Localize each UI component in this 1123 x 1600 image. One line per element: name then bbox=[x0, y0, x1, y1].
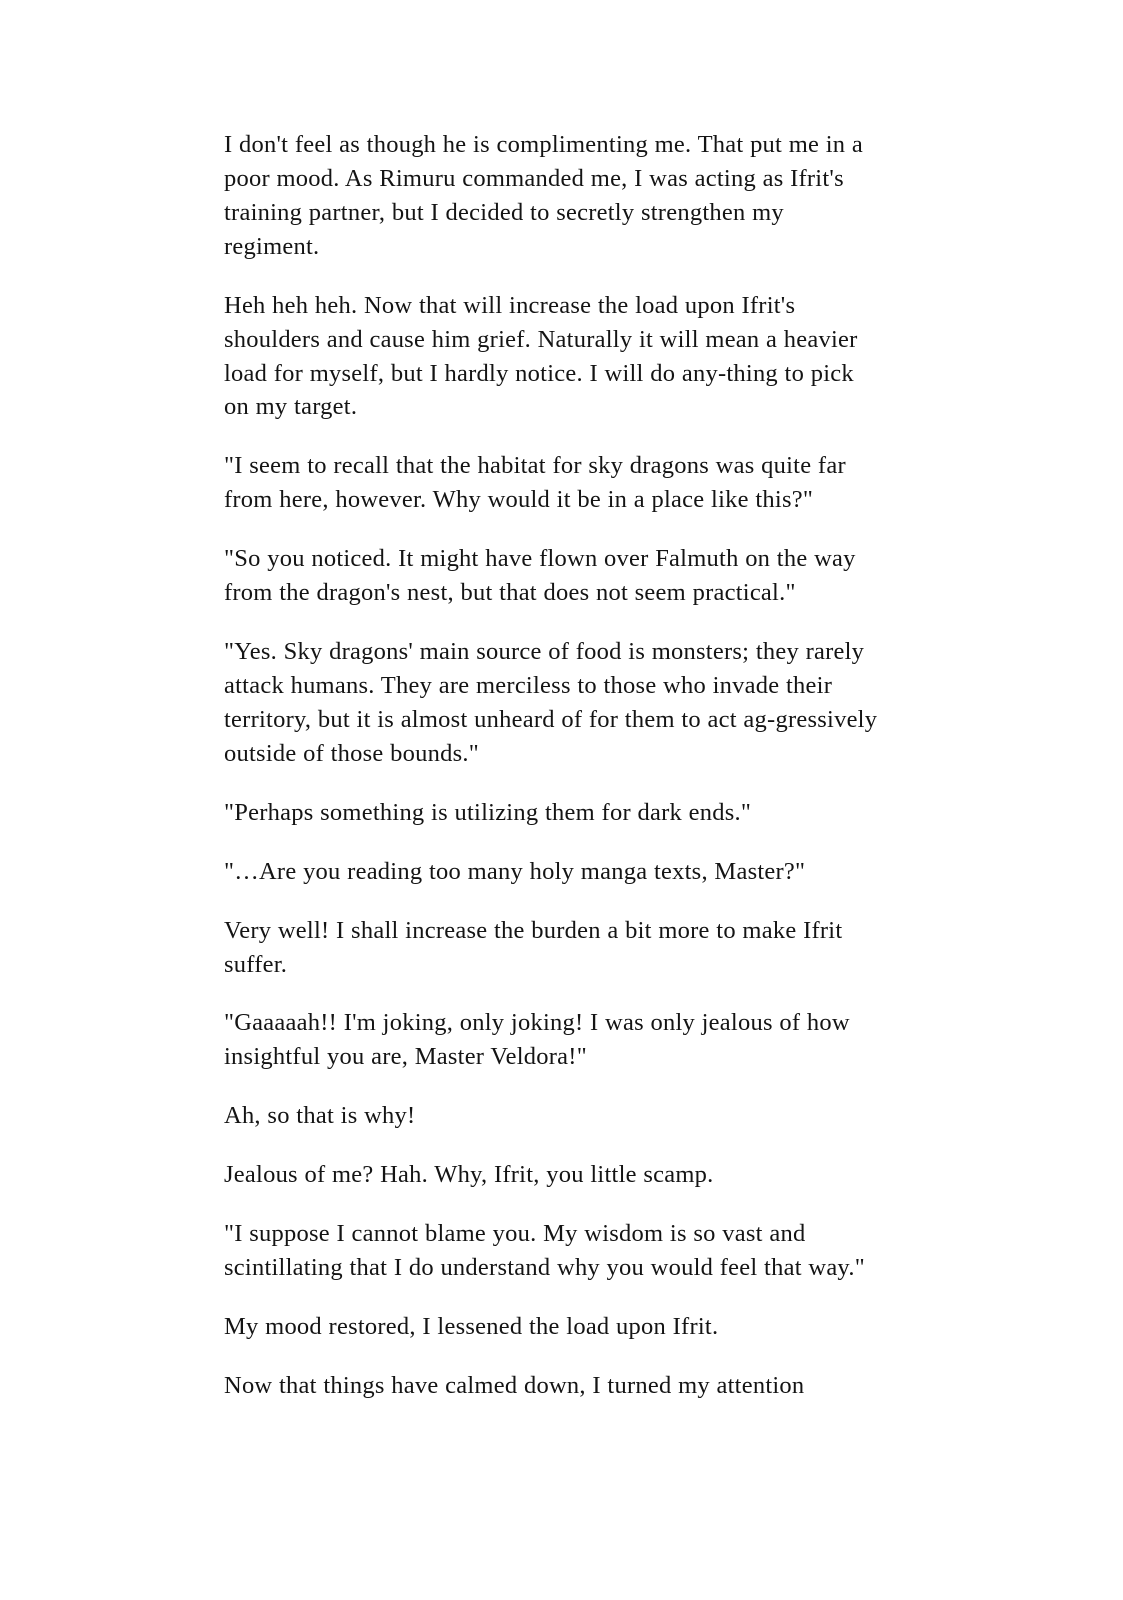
paragraph: "…Are you reading too many holy manga texts, Master?" bbox=[224, 857, 806, 885]
paragraph: "I seem to recall that the habitat for sky dragons was quite far from here, however. Why would it be in a place like this?" bbox=[224, 452, 846, 514]
paragraph: "Perhaps something is utilizing them for dark ends." bbox=[224, 798, 752, 826]
paragraph: Very well! I shall increase the burden a bit more to make Ifrit suffer. bbox=[224, 916, 843, 978]
paragraph: Jealous of me? Hah. Why, Ifrit, you little scamp. bbox=[224, 1161, 714, 1189]
body-text-column bbox=[224, 128, 884, 1403]
paragraph: Heh heh heh. Now that will increase the load upon Ifrit's shoulders and cause him grief. Naturally it will mean a heavier load for myself, but I hardly notice. I will do any-thing to pick on my target. bbox=[224, 291, 858, 421]
paragraph: My mood restored, I lessened the load upon Ifrit. bbox=[224, 1312, 719, 1340]
paragraph: Ah, so that is why! bbox=[224, 1102, 416, 1130]
paragraph: "I suppose I cannot blame you. My wisdom is so vast and scintillating that I do understand why you would feel that way." bbox=[224, 1220, 865, 1282]
paragraph: I don't feel as though he is complimenting me. That put me in a poor mood. As Rimuru commanded me, I was acting as Ifrit's training partner, but I decided to secretly strengthen my regiment. bbox=[224, 131, 864, 260]
paragraph: "Yes. Sky dragons' main source of food is monsters; they rarely attack humans. They are merciless to those who invade their territory, but it is almost unheard of for them to act ag-gressively outside of those bounds." bbox=[224, 638, 878, 767]
paragraph: "Gaaaaah!! I'm joking, only joking! I was only jealous of how insightful you are, Master Veldora!" bbox=[224, 1009, 850, 1071]
paragraph: Now that things have calmed down, I turned my attention bbox=[224, 1371, 805, 1399]
paragraph: "So you noticed. It might have flown over Falmuth on the way from the dragon's nest, but that does not seem practical." bbox=[224, 545, 856, 607]
